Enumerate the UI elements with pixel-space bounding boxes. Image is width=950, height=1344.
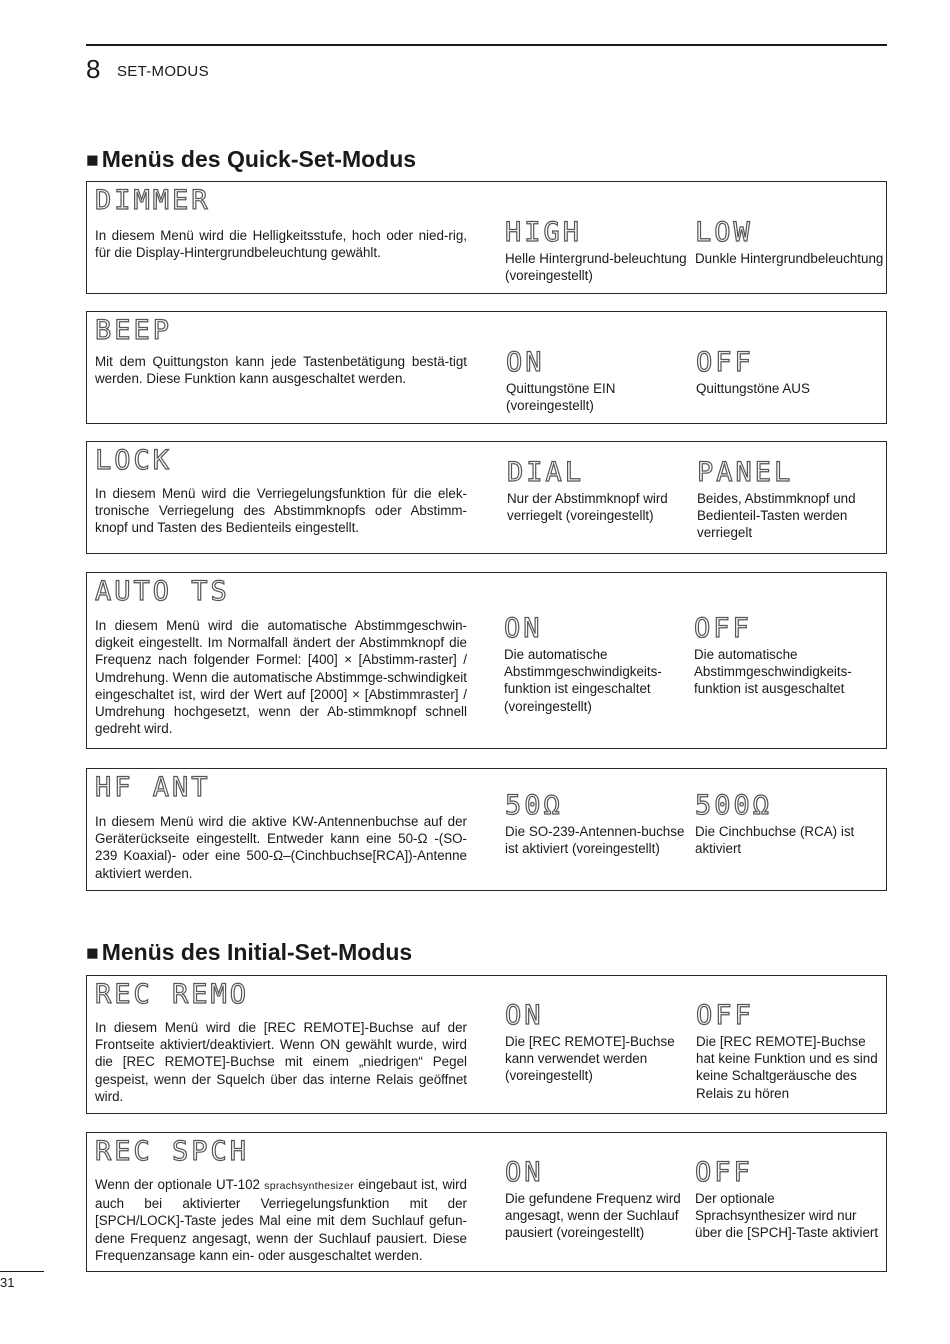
option-text: Helle Hintergrund-beleuchtung (voreingestellt) bbox=[505, 251, 687, 284]
page-number: 31 bbox=[0, 1275, 15, 1290]
small-caps-term: sprachsynthesizer bbox=[264, 1180, 354, 1192]
option-lcd: OFF bbox=[695, 1157, 753, 1188]
menu-description: In diesem Menü wird die Helligkeitsstufe, hoch oder nied-rig, für die Display-Hintergrundbeleuchtung gewählt. bbox=[95, 228, 467, 261]
option-off bbox=[696, 348, 886, 397]
option-text: Dunkle Hintergrundbeleuchtung bbox=[695, 251, 884, 266]
menu-name: AUTO TS bbox=[95, 576, 230, 607]
option-off bbox=[695, 1158, 885, 1242]
option-lcd: OFF bbox=[696, 347, 754, 378]
option-lcd: PANEL bbox=[697, 457, 794, 488]
option-text: Die automatische Abstimmgeschwindigkeits-funktion ist ausgeschaltet bbox=[694, 647, 852, 697]
section-title-initial-set: ■ Menüs des Initial-Set-Modus bbox=[86, 939, 413, 965]
chapter-number: 8 bbox=[86, 54, 101, 84]
option-text: Quittungstöne AUS bbox=[696, 381, 810, 396]
option-lcd: 50Ω bbox=[505, 790, 563, 821]
option-high bbox=[505, 218, 695, 284]
menu-box-rec-remo bbox=[86, 975, 887, 1114]
menu-name: REC REMO bbox=[95, 979, 250, 1010]
menu-box-hf-ant bbox=[86, 768, 887, 891]
menu-description: Wenn der optionale UT-102 sprachsynthesizer eingebaut ist, wird auch bei aktivierter Verriegelungsfunktion mit der [SPCH/LOCK]-Taste jedes Mal eine mit dem Suchlauf gefun-dene Frequenz angesagt, wenn der Suchlauf pausiert. Diese Frequenzansage kann ein- oder ausgeschaltet werden. bbox=[95, 1177, 467, 1263]
option-lcd: DIAL bbox=[507, 457, 585, 488]
option-text: Quittungstöne EIN (voreingestellt) bbox=[506, 381, 616, 414]
option-on bbox=[505, 1158, 695, 1242]
option-dial bbox=[507, 458, 697, 524]
menu-box-auto-ts bbox=[86, 572, 887, 749]
option-50-ohm bbox=[505, 791, 695, 857]
option-text: Beides, Abstimmknopf und Bedienteil-Tasten werden verriegelt bbox=[697, 491, 856, 541]
menu-name: HF ANT bbox=[95, 772, 211, 803]
option-lcd: LOW bbox=[695, 217, 753, 248]
section-title-quick-set: ■ Menüs des Quick-Set-Modus bbox=[86, 146, 417, 172]
option-on bbox=[504, 614, 694, 715]
option-on bbox=[506, 348, 696, 414]
option-text: Die gefundene Frequenz wird angesagt, wenn der Suchlauf pausiert (voreingestellt) bbox=[505, 1191, 681, 1241]
option-lcd: ON bbox=[505, 1000, 544, 1031]
header-rule bbox=[86, 44, 887, 46]
option-text: Die automatische Abstimmgeschwindigkeits-funktion ist eingeschaltet (voreingestellt) bbox=[504, 647, 662, 714]
menu-description: In diesem Menü wird die [REC REMOTE]-Buchse auf der Frontseite aktiviert/deaktiviert. Wenn ON gewählt wurde, wird die [REC REMOTE]-Buchse mit einem „niedrigen“ Pegel gespeist, wenn der Squelch über das interne Relais geöffnet wird. bbox=[95, 1020, 467, 1104]
menu-description: In diesem Menü wird die Verriegelungsfunktion für die elek-tronische Verriegelung des Abstimmknopfs oder Abstimm-knopf und Tasten des Bedienteils eingestellt. bbox=[95, 486, 467, 536]
option-text: Die [REC REMOTE]-Buchse hat keine Funktion und es sind keine Schaltgeräusche des Relais zu hören bbox=[696, 1034, 878, 1101]
option-500-ohm bbox=[695, 791, 885, 857]
option-lcd: ON bbox=[505, 1157, 544, 1188]
option-on bbox=[505, 1001, 695, 1085]
option-lcd: 500Ω bbox=[695, 790, 773, 821]
menu-name: REC SPCH bbox=[95, 1136, 250, 1167]
option-lcd: OFF bbox=[694, 613, 752, 644]
option-lcd: ON bbox=[506, 347, 545, 378]
chapter-title: SET-MODUS bbox=[117, 63, 209, 80]
option-low bbox=[695, 218, 885, 267]
square-bullet-icon: ■ bbox=[86, 149, 99, 172]
square-bullet-icon: ■ bbox=[86, 942, 99, 965]
option-text: Nur der Abstimmknopf wird verriegelt (voreingestellt) bbox=[507, 491, 668, 524]
menu-box-dimmer bbox=[86, 181, 887, 294]
menu-description: In diesem Menü wird die automatische Abstimmgeschwin-digkeit eingestellt. Im Normalfall ändert der Abstimmknopf die Frequenz nach folgender Formel: [400] × [Abstimm-raster] / Umdrehung. Wenn die automatische Abstimmge-schwindigkeit eingeschaltet ist, wird der Wert auf [2000] × [Abstimmraster] / Umdrehung hochgesetzt, wenn der Ab-stimmknopf schnell gedreht wird. bbox=[95, 618, 467, 737]
menu-name: BEEP bbox=[95, 315, 173, 346]
option-text: Die [REC REMOTE]-Buchse kann verwendet werden (voreingestellt) bbox=[505, 1034, 675, 1084]
option-off bbox=[696, 1001, 886, 1102]
menu-description: Mit dem Quittungston kann jede Tastenbetätigung bestä-tigt werden. Diese Funktion kann ausgeschaltet werden. bbox=[95, 354, 467, 387]
option-text: Die Cinchbuchse (RCA) ist aktiviert bbox=[695, 824, 855, 857]
option-panel bbox=[697, 458, 887, 542]
menu-description: In diesem Menü wird die aktive KW-Antennenbuchse auf der Geräterückseite eingestellt. Entweder kann eine 50-Ω -(SO-239 Koaxial)- oder eine 500-Ω–(Cinchbuchse[RCA])-Antenne aktiviert werden. bbox=[95, 814, 467, 881]
menu-box-beep bbox=[86, 311, 887, 424]
option-off bbox=[694, 614, 884, 698]
option-lcd: ON bbox=[504, 613, 543, 644]
option-text: Der optionale Sprachsynthesizer wird nur über die [SPCH]-Taste aktiviert bbox=[695, 1191, 879, 1241]
option-lcd: OFF bbox=[696, 1000, 754, 1031]
option-text: Die SO-239-Antennen-buchse ist aktiviert (voreingestellt) bbox=[505, 824, 685, 857]
menu-box-rec-spch bbox=[86, 1132, 887, 1272]
option-lcd: HIGH bbox=[505, 217, 583, 248]
menu-box-lock bbox=[86, 441, 887, 554]
menu-name: LOCK bbox=[95, 445, 173, 476]
page-number-rule bbox=[0, 1271, 44, 1272]
menu-name: DIMMER bbox=[95, 185, 211, 216]
